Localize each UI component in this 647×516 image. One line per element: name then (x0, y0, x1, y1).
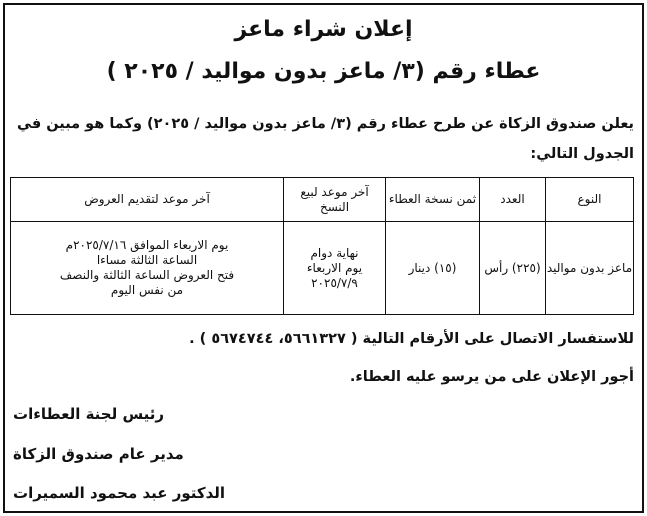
advertising-fees-note: أجور الإعلان على من يرسو عليه العطاء. (349, 369, 634, 385)
cell-sale-deadline: نهاية دوام يوم الاربعاء ٢٠٢٥/٧/٩ (284, 222, 386, 315)
header-submission-deadline: آخر موعد لتقديم العروض (11, 178, 284, 222)
header-count: العدد (480, 178, 546, 222)
announcement-title: إعلان شراء ماعز (234, 17, 413, 42)
header-type: النوع (546, 178, 634, 222)
contact-numbers: للاستفسار الاتصال على الأرقام التالية ( ٥٦٦١٣٢٧، ٥٦٧٤٧٤٤ ) . (189, 331, 634, 347)
header-price: ثمن نسخة العطاء (386, 178, 480, 222)
tender-number: عطاء رقم (٣/ ماعز بدون مواليد / ٢٠٢٥ ) (106, 59, 541, 84)
signature-name: الدكتور عبد محمود السميرات (13, 484, 226, 502)
cell-price: (١٥) دينار (386, 222, 480, 315)
tender-table (10, 177, 634, 315)
announcement-frame (3, 3, 644, 513)
intro-paragraph: يعلن صندوق الزكاة عن طرح عطاء رقم (٣/ ماعز بدون مواليد / ٢٠٢٥) وكما هو مبين في الجدول التالي: (17, 116, 634, 162)
cell-type: ماعز بدون مواليد (546, 222, 634, 315)
header-sale-deadline: آخر موعد لبيع النسخ (284, 178, 386, 222)
table-header-row (11, 178, 634, 222)
signature-director: مدير عام صندوق الزكاة (13, 445, 184, 463)
cell-submission-deadline: يوم الاربعاء الموافق ٢٠٢٥/٧/١٦م الساعة الثالثة مساءا فتح العروض الساعة الثالثة والنصف من نفس اليوم (11, 222, 284, 315)
cell-count: (٢٢٥) رأس (480, 222, 546, 315)
table-row (11, 222, 634, 315)
signature-committee-head: رئيس لجنة العطاءات (13, 405, 165, 423)
